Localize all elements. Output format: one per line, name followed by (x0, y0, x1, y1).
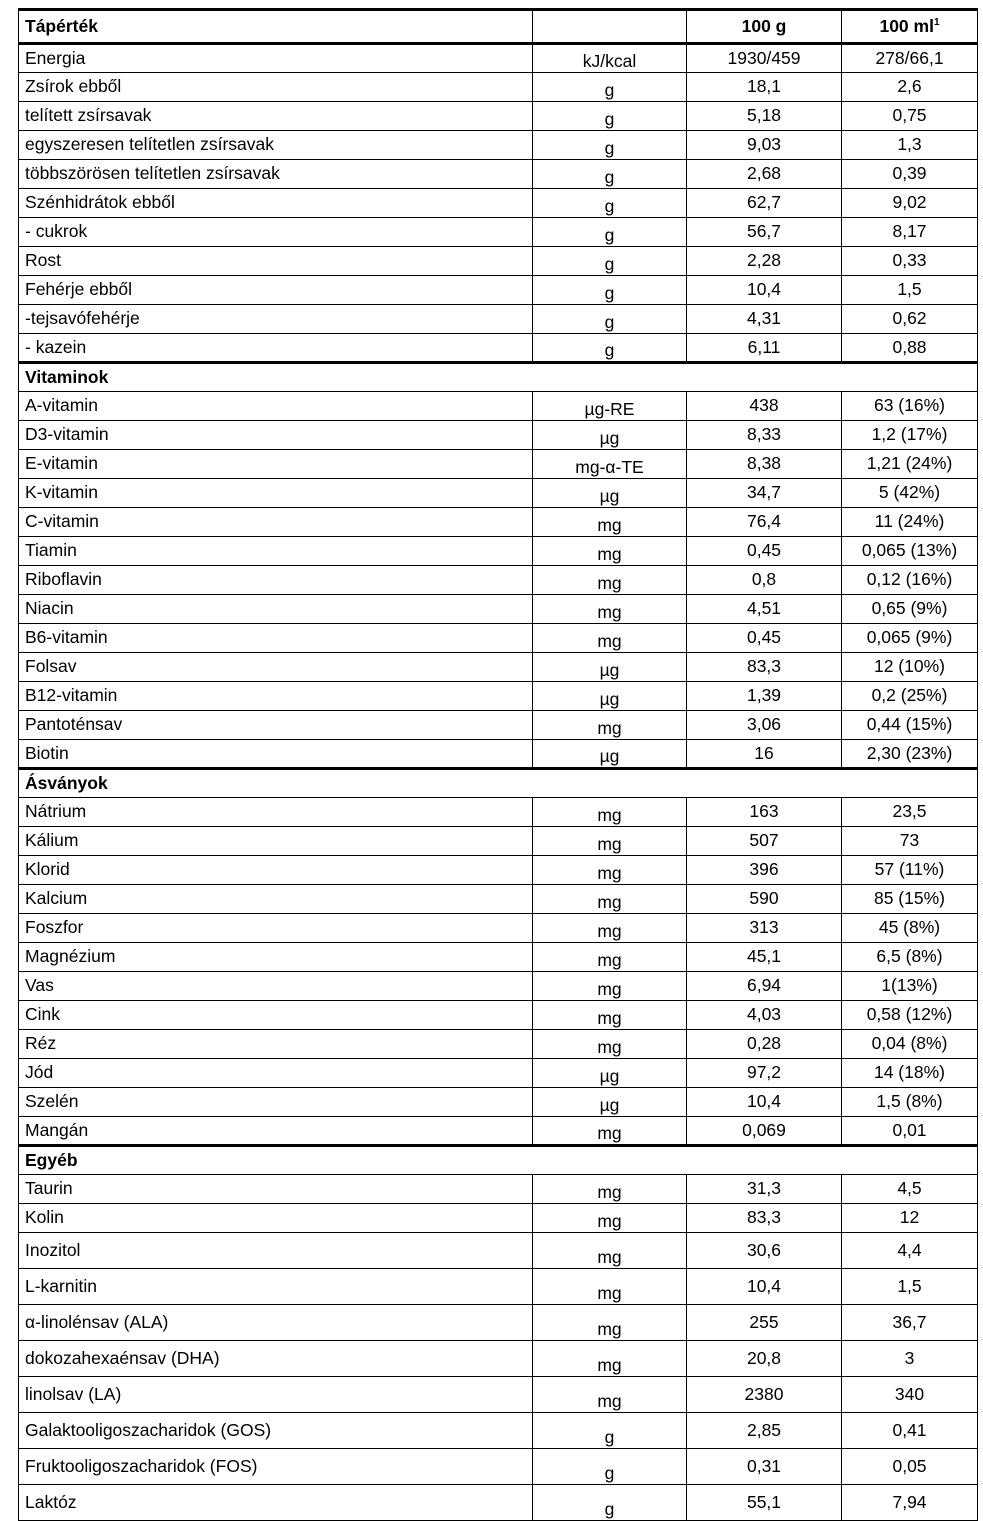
value-per-100g: 163 (687, 798, 842, 827)
nutrient-unit: g (533, 102, 687, 131)
nutrient-unit: µg (533, 682, 687, 711)
nutrient-unit: mg (533, 1030, 687, 1059)
value-per-100g: 396 (687, 856, 842, 885)
nutrient-unit: g (533, 131, 687, 160)
value-per-100g: 10,4 (687, 1269, 842, 1305)
value-per-100g: 56,7 (687, 218, 842, 247)
nutrient-name: C-vitamin (19, 508, 533, 537)
table-row (19, 189, 978, 218)
nutrient-name: Kolin (19, 1204, 533, 1233)
table-row (19, 595, 978, 624)
value-per-100ml: 63 (16%) (842, 392, 978, 421)
nutrient-unit: µg (533, 421, 687, 450)
table-row (19, 798, 978, 827)
nutrient-unit: g (533, 334, 687, 363)
header-per-100ml-label: 100 ml (879, 15, 934, 36)
nutrient-unit: mg (533, 1117, 687, 1146)
table-row (19, 1175, 978, 1204)
value-per-100g: 2,85 (687, 1413, 842, 1449)
value-per-100ml: 85 (15%) (842, 885, 978, 914)
value-per-100ml: 1(13%) (842, 972, 978, 1001)
table-row (19, 1341, 978, 1377)
value-per-100ml: 0,01 (842, 1117, 978, 1146)
nutrient-name: - cukrok (19, 218, 533, 247)
value-per-100ml: 1,2 (17%) (842, 421, 978, 450)
table-row (19, 972, 978, 1001)
table-row (19, 73, 978, 102)
header-name: Tápérték (19, 10, 533, 44)
nutrient-unit: µg (533, 740, 687, 769)
value-per-100g: 4,03 (687, 1001, 842, 1030)
nutrient-unit: mg (533, 1204, 687, 1233)
value-per-100ml: 278/66,1 (842, 44, 978, 73)
value-per-100ml: 0,65 (9%) (842, 595, 978, 624)
nutrient-unit: mg (533, 885, 687, 914)
value-per-100ml: 1,5 (8%) (842, 1088, 978, 1117)
section-title: Vitaminok (19, 363, 978, 392)
nutrient-name: Niacin (19, 595, 533, 624)
value-per-100g: 2,28 (687, 247, 842, 276)
nutrient-unit: mg (533, 624, 687, 653)
nutrient-name: D3-vitamin (19, 421, 533, 450)
table-row (19, 827, 978, 856)
nutrient-name: többszörösen telítetlen zsírsavak (19, 160, 533, 189)
table-row (19, 1059, 978, 1088)
nutrient-name: Mangán (19, 1117, 533, 1146)
nutrient-unit: mg (533, 856, 687, 885)
value-per-100ml: 2,30 (23%) (842, 740, 978, 769)
nutrient-unit: g (533, 305, 687, 334)
value-per-100g: 0,45 (687, 537, 842, 566)
value-per-100ml: 7,94 (842, 1485, 978, 1521)
value-per-100g: 0,28 (687, 1030, 842, 1059)
nutrient-name: Kálium (19, 827, 533, 856)
value-per-100ml: 340 (842, 1377, 978, 1413)
nutrient-name: Laktóz (19, 1485, 533, 1521)
table-row (19, 450, 978, 479)
table-row (19, 218, 978, 247)
value-per-100ml: 0,41 (842, 1413, 978, 1449)
nutrient-unit: mg (533, 711, 687, 740)
value-per-100g: 4,51 (687, 595, 842, 624)
value-per-100ml: 1,3 (842, 131, 978, 160)
table-row (19, 1233, 978, 1269)
nutrient-unit: g (533, 189, 687, 218)
value-per-100g: 16 (687, 740, 842, 769)
nutrient-name: Jód (19, 1059, 533, 1088)
nutrient-name: Kalcium (19, 885, 533, 914)
nutrient-name: Fehérje ebből (19, 276, 533, 305)
table-row (19, 566, 978, 595)
value-per-100ml: 0,33 (842, 247, 978, 276)
table-row (19, 1377, 978, 1413)
nutrient-name: B6-vitamin (19, 624, 533, 653)
table-row (19, 1485, 978, 1521)
value-per-100ml: 0,75 (842, 102, 978, 131)
value-per-100g: 97,2 (687, 1059, 842, 1088)
value-per-100ml: 0,065 (13%) (842, 537, 978, 566)
nutrient-name: Foszfor (19, 914, 533, 943)
table-row (19, 102, 978, 131)
nutrient-name: Nátrium (19, 798, 533, 827)
table-row (19, 1305, 978, 1341)
nutrient-unit: mg (533, 827, 687, 856)
nutrient-unit: mg (533, 943, 687, 972)
nutrient-name: Folsav (19, 653, 533, 682)
nutrient-unit: mg (533, 1175, 687, 1204)
value-per-100g: 0,45 (687, 624, 842, 653)
table-row (19, 1088, 978, 1117)
value-per-100ml: 5 (42%) (842, 479, 978, 508)
table-row (19, 44, 978, 73)
nutrient-name: Klorid (19, 856, 533, 885)
value-per-100g: 9,03 (687, 131, 842, 160)
table-row (19, 711, 978, 740)
value-per-100ml: 36,7 (842, 1305, 978, 1341)
value-per-100ml: 0,2 (25%) (842, 682, 978, 711)
value-per-100ml: 14 (18%) (842, 1059, 978, 1088)
value-per-100ml: 0,58 (12%) (842, 1001, 978, 1030)
value-per-100ml: 4,5 (842, 1175, 978, 1204)
value-per-100ml: 9,02 (842, 189, 978, 218)
nutrient-unit: µg (533, 1088, 687, 1117)
nutrient-name: Fruktooligoszacharidok (FOS) (19, 1449, 533, 1485)
nutrient-unit: mg (533, 1377, 687, 1413)
table-row (19, 537, 978, 566)
value-per-100g: 34,7 (687, 479, 842, 508)
value-per-100ml: 0,05 (842, 1449, 978, 1485)
value-per-100ml: 3 (842, 1341, 978, 1377)
value-per-100ml: 0,39 (842, 160, 978, 189)
value-per-100g: 313 (687, 914, 842, 943)
nutrient-name: Tiamin (19, 537, 533, 566)
nutrient-name: Pantoténsav (19, 711, 533, 740)
section-header-row (19, 363, 978, 392)
nutrient-name: Vas (19, 972, 533, 1001)
table-row (19, 885, 978, 914)
value-per-100g: 31,3 (687, 1175, 842, 1204)
nutrient-unit: g (533, 1413, 687, 1449)
table-row (19, 1001, 978, 1030)
value-per-100g: 2,68 (687, 160, 842, 189)
value-per-100ml: 0,12 (16%) (842, 566, 978, 595)
nutrient-name: K-vitamin (19, 479, 533, 508)
nutrient-name: L-karnitin (19, 1269, 533, 1305)
nutrient-unit: µg (533, 479, 687, 508)
table-row (19, 508, 978, 537)
table-row (19, 682, 978, 711)
nutrient-name: Rost (19, 247, 533, 276)
nutrient-unit: mg (533, 508, 687, 537)
nutrient-unit: mg (533, 537, 687, 566)
table-row (19, 1269, 978, 1305)
nutrient-unit: mg (533, 595, 687, 624)
value-per-100g: 8,33 (687, 421, 842, 450)
value-per-100g: 438 (687, 392, 842, 421)
table-row (19, 1117, 978, 1146)
header-per-100ml (842, 10, 978, 44)
nutrient-unit: mg (533, 1269, 687, 1305)
nutrient-name: -tejsavófehérje (19, 305, 533, 334)
section-title: Ásványok (19, 769, 978, 798)
nutrient-name: Zsírok ebből (19, 73, 533, 102)
nutrient-unit: mg (533, 1001, 687, 1030)
table-row (19, 131, 978, 160)
value-per-100ml: 1,5 (842, 1269, 978, 1305)
nutrient-name: Inozitol (19, 1233, 533, 1269)
table-row (19, 305, 978, 334)
value-per-100ml: 1,21 (24%) (842, 450, 978, 479)
header-unit (533, 10, 687, 44)
value-per-100g: 4,31 (687, 305, 842, 334)
nutrient-unit: mg (533, 566, 687, 595)
table-row (19, 1204, 978, 1233)
nutrient-unit: mg (533, 1341, 687, 1377)
value-per-100ml: 23,5 (842, 798, 978, 827)
nutrient-name: egyszeresen telítetlen zsírsavak (19, 131, 533, 160)
table-row (19, 624, 978, 653)
nutrient-unit: µg (533, 653, 687, 682)
nutrient-unit: mg (533, 798, 687, 827)
value-per-100g: 20,8 (687, 1341, 842, 1377)
value-per-100g: 507 (687, 827, 842, 856)
value-per-100g: 0,069 (687, 1117, 842, 1146)
value-per-100g: 18,1 (687, 73, 842, 102)
table-row (19, 856, 978, 885)
value-per-100g: 1,39 (687, 682, 842, 711)
value-per-100ml: 0,04 (8%) (842, 1030, 978, 1059)
nutrient-unit: g (533, 1485, 687, 1521)
table-row (19, 1449, 978, 1485)
value-per-100ml: 0,44 (15%) (842, 711, 978, 740)
nutrition-table-body (19, 10, 978, 1521)
nutrient-unit: g (533, 73, 687, 102)
value-per-100g: 10,4 (687, 1088, 842, 1117)
table-row (19, 653, 978, 682)
value-per-100g: 1930/459 (687, 44, 842, 73)
value-per-100g: 83,3 (687, 653, 842, 682)
value-per-100g: 2380 (687, 1377, 842, 1413)
nutrient-unit: mg (533, 1233, 687, 1269)
value-per-100g: 3,06 (687, 711, 842, 740)
value-per-100ml: 11 (24%) (842, 508, 978, 537)
section-title: Egyéb (19, 1146, 978, 1175)
nutrient-name: linolsav (LA) (19, 1377, 533, 1413)
table-row (19, 276, 978, 305)
nutrient-unit: µg-RE (533, 392, 687, 421)
nutrient-name: Magnézium (19, 943, 533, 972)
header-row (19, 10, 978, 44)
value-per-100g: 83,3 (687, 1204, 842, 1233)
nutrient-name: telített zsírsavak (19, 102, 533, 131)
table-row (19, 1413, 978, 1449)
table-row (19, 247, 978, 276)
value-per-100g: 76,4 (687, 508, 842, 537)
nutrient-unit: mg-α-TE (533, 450, 687, 479)
value-per-100ml: 0,88 (842, 334, 978, 363)
section-header-row (19, 769, 978, 798)
nutrient-name: Cink (19, 1001, 533, 1030)
value-per-100g: 255 (687, 1305, 842, 1341)
nutrient-name: Galaktooligoszacharidok (GOS) (19, 1413, 533, 1449)
value-per-100g: 62,7 (687, 189, 842, 218)
nutrient-unit: mg (533, 1305, 687, 1341)
table-row (19, 740, 978, 769)
nutrient-unit: kJ/kcal (533, 44, 687, 73)
value-per-100ml: 1,5 (842, 276, 978, 305)
value-per-100ml: 57 (11%) (842, 856, 978, 885)
value-per-100g: 0,8 (687, 566, 842, 595)
section-header-row (19, 1146, 978, 1175)
table-row (19, 479, 978, 508)
nutrient-name: B12-vitamin (19, 682, 533, 711)
nutrient-unit: g (533, 1449, 687, 1485)
nutrient-unit: g (533, 276, 687, 305)
nutrient-name: Biotin (19, 740, 533, 769)
nutrient-unit: g (533, 160, 687, 189)
value-per-100g: 6,11 (687, 334, 842, 363)
value-per-100ml: 12 (10%) (842, 653, 978, 682)
nutrient-unit: g (533, 247, 687, 276)
nutrient-unit: mg (533, 972, 687, 1001)
table-row (19, 160, 978, 189)
table-row (19, 1030, 978, 1059)
table-row (19, 334, 978, 363)
nutrient-name: Réz (19, 1030, 533, 1059)
value-per-100g: 45,1 (687, 943, 842, 972)
value-per-100ml: 0,065 (9%) (842, 624, 978, 653)
value-per-100ml: 0,62 (842, 305, 978, 334)
nutrient-name: dokozahexaénsav (DHA) (19, 1341, 533, 1377)
value-per-100ml: 8,17 (842, 218, 978, 247)
value-per-100ml: 6,5 (8%) (842, 943, 978, 972)
value-per-100g: 55,1 (687, 1485, 842, 1521)
nutrient-name: A-vitamin (19, 392, 533, 421)
value-per-100g: 5,18 (687, 102, 842, 131)
value-per-100ml: 4,4 (842, 1233, 978, 1269)
nutrition-table (18, 8, 978, 1521)
value-per-100ml: 12 (842, 1204, 978, 1233)
nutrient-name: E-vitamin (19, 450, 533, 479)
nutrient-unit: g (533, 218, 687, 247)
table-row (19, 421, 978, 450)
nutrient-name: - kazein (19, 334, 533, 363)
nutrient-name: Szelén (19, 1088, 533, 1117)
nutrient-unit: µg (533, 1059, 687, 1088)
table-row (19, 943, 978, 972)
value-per-100ml: 2,6 (842, 73, 978, 102)
value-per-100ml: 45 (8%) (842, 914, 978, 943)
nutrient-name: Energia (19, 44, 533, 73)
value-per-100g: 590 (687, 885, 842, 914)
value-per-100g: 10,4 (687, 276, 842, 305)
value-per-100ml: 73 (842, 827, 978, 856)
table-row (19, 914, 978, 943)
value-per-100g: 30,6 (687, 1233, 842, 1269)
footnote-marker: 1 (933, 16, 940, 28)
value-per-100g: 6,94 (687, 972, 842, 1001)
nutrient-unit: mg (533, 914, 687, 943)
nutrient-name: Taurin (19, 1175, 533, 1204)
nutrient-name: α-linolénsav (ALA) (19, 1305, 533, 1341)
header-per-100g: 100 g (687, 10, 842, 44)
nutrient-name: Szénhidrátok ebből (19, 189, 533, 218)
table-row (19, 392, 978, 421)
value-per-100g: 8,38 (687, 450, 842, 479)
value-per-100g: 0,31 (687, 1449, 842, 1485)
nutrient-name: Riboflavin (19, 566, 533, 595)
